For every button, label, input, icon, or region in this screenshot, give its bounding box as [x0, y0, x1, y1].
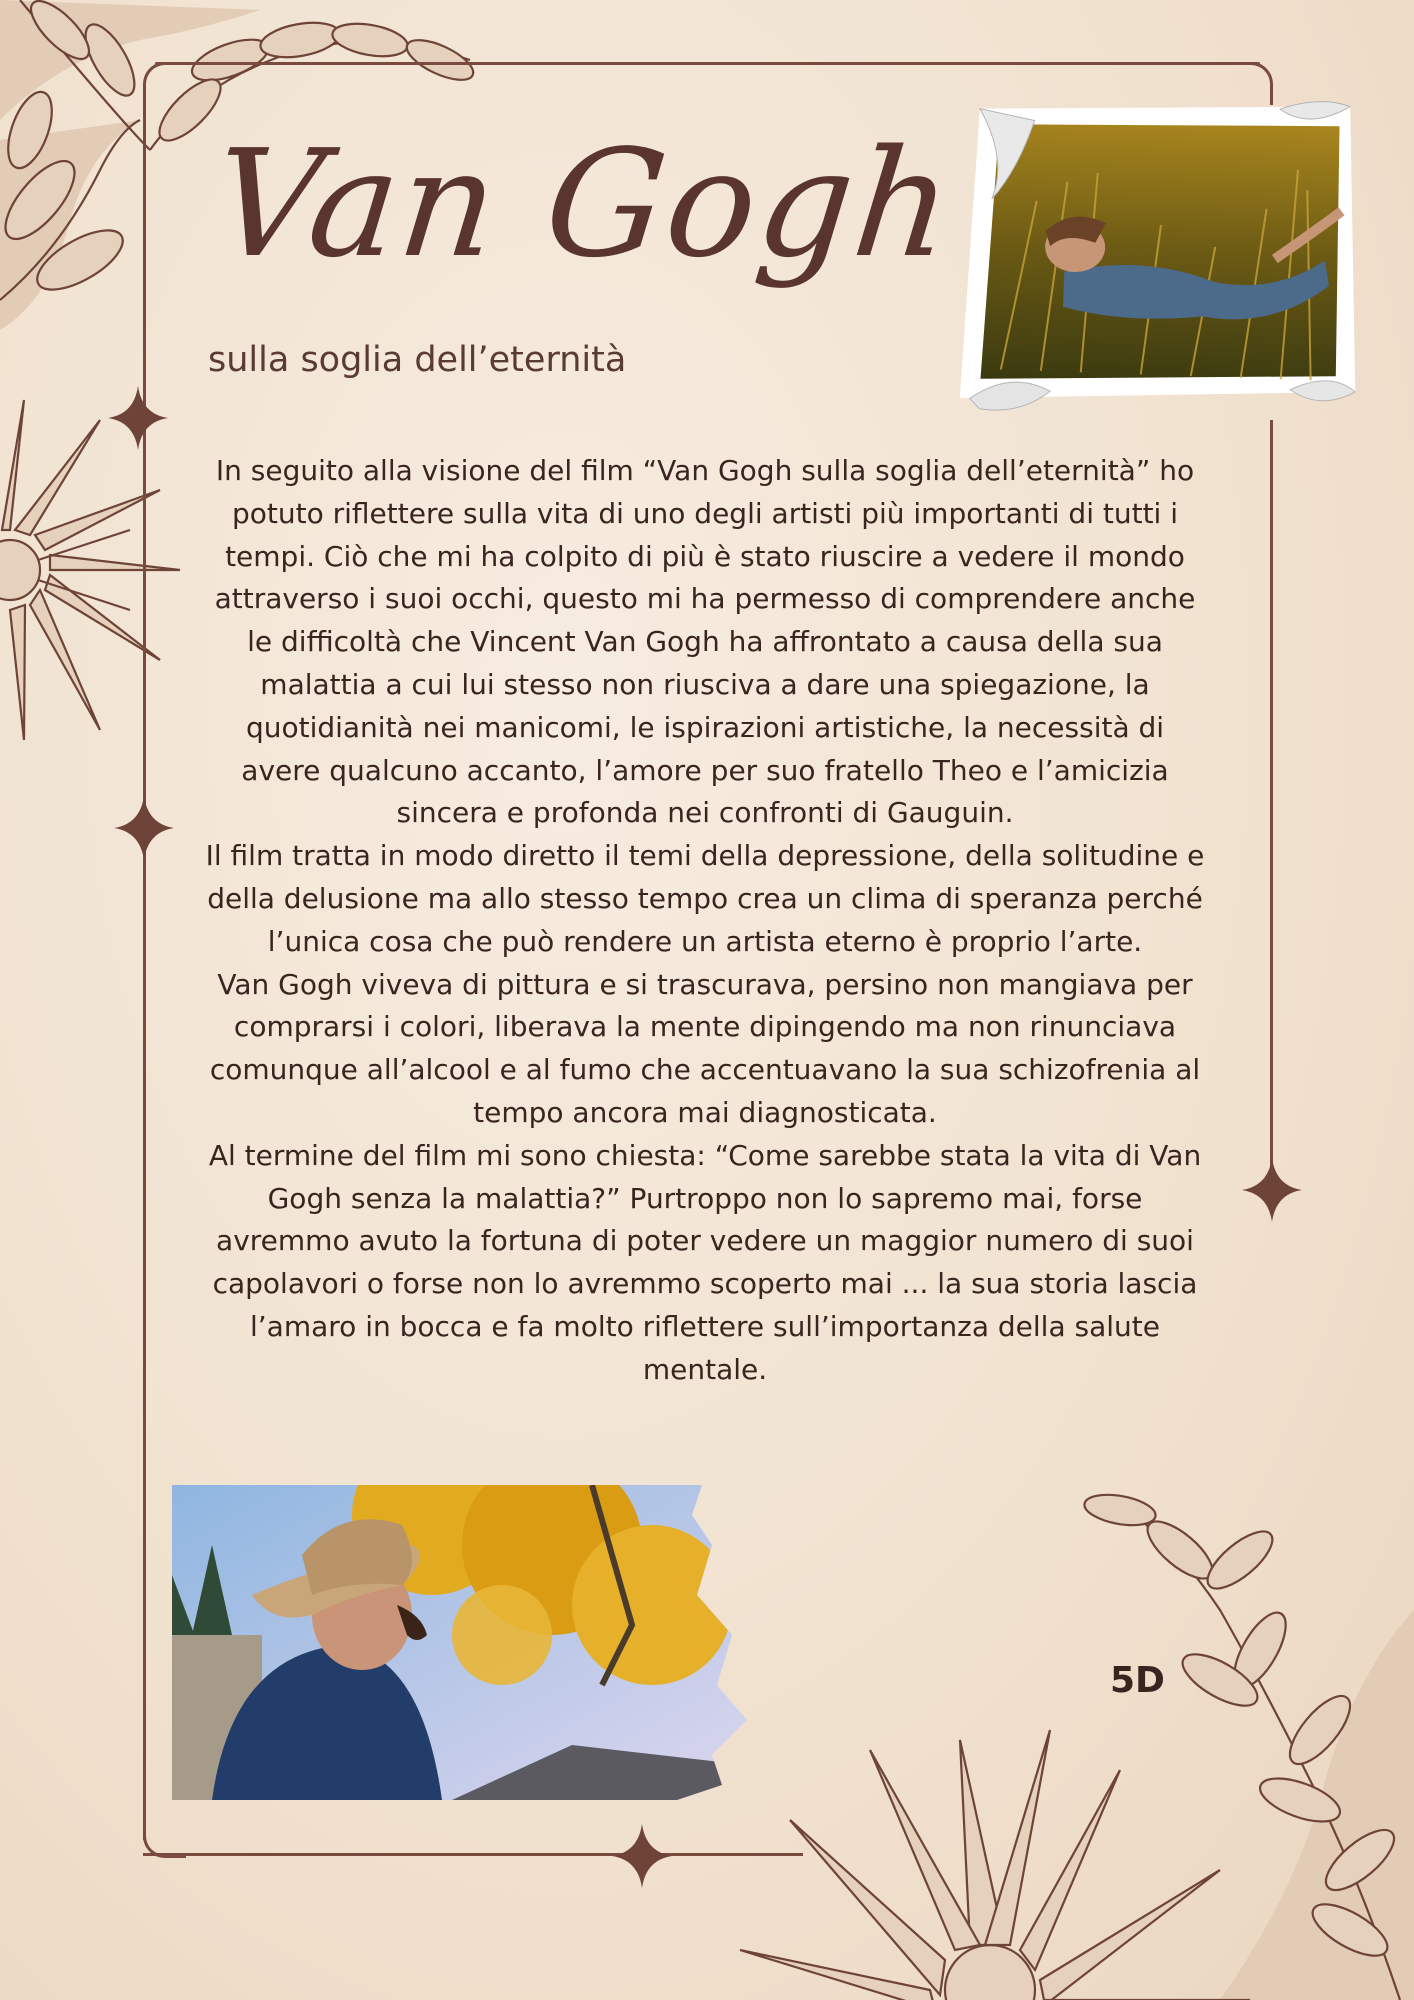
photo-man-lying-in-grass: [939, 78, 1380, 428]
frame-top-left-corner: [143, 62, 186, 145]
article-body: [205, 450, 1205, 1392]
paragraph: Van Gogh viveva di pittura e si trascurava, persino non mangiava per comprarsi i colori, liberava la mente dipingendo ma non rinunciava comunque all’alcool e al fumo che accentuavano la sua schizofrenia al tempo ancora mai diagnosticata.: [209, 967, 1201, 1129]
floral-bottom-right-decoration: [660, 1480, 1414, 2000]
frame-top-line: [155, 62, 1260, 65]
photo-man-with-hat-and-pipe: [172, 1485, 747, 1800]
frame-bottom-line: [143, 1853, 803, 1856]
sparkle-star-icon: [1242, 1158, 1302, 1222]
frame-bottom-left-corner: [143, 1815, 186, 1858]
sparkle-star-icon: [108, 386, 168, 450]
page-title: Van Gogh: [205, 118, 962, 290]
paragraph: Il film tratta in modo diretto il temi della depressione, della solitudine e della delusione ma allo stesso tempo crea un clima di speranza perché l’unica cosa che può rendere un artista eterno è proprio l’arte.: [205, 839, 1205, 958]
sparkle-star-icon: [612, 1824, 672, 1888]
sparkle-star-icon: [114, 796, 174, 860]
class-tag: 5D: [1110, 1660, 1165, 1701]
page-subtitle: sulla soglia dell’eternità: [208, 340, 627, 380]
paragraph: Al termine del film mi sono chiesta: “Come sarebbe stata la vita di Van Gogh senza la malattia?” Purtroppo non lo sapremo mai, forse avremmo avuto la fortuna di poter vedere un maggior numero di suoi capolavori o forse non lo avremmo scoperto mai ... la sua storia lascia l’amaro in bocca e fa molto riflettere sull’importanza della salute mentale.: [208, 1138, 1202, 1386]
frame-right-line: [1270, 420, 1273, 1190]
paragraph: In seguito alla visione del film “Van Gogh sulla soglia dell’eternità” ho potuto riflettere sulla vita di uno degli artisti più importanti di tutti i tempi. Ciò che mi ha colpito di più è stato riuscire a vedere il mondo attraverso i suoi occhi, questo mi ha permesso di comprendere anche le difficoltà che Vincent Van Gogh ha affrontato a causa della sua malattia a cui lui stesso non riusciva a dare una spiegazione, la quotidianità nei manicomi, le ispirazioni artistiche, la necessità di avere qualcuno accanto, l’amore per suo fratello Theo e l’amicizia sincera e profonda nei confronti di Gauguin.: [214, 454, 1196, 830]
